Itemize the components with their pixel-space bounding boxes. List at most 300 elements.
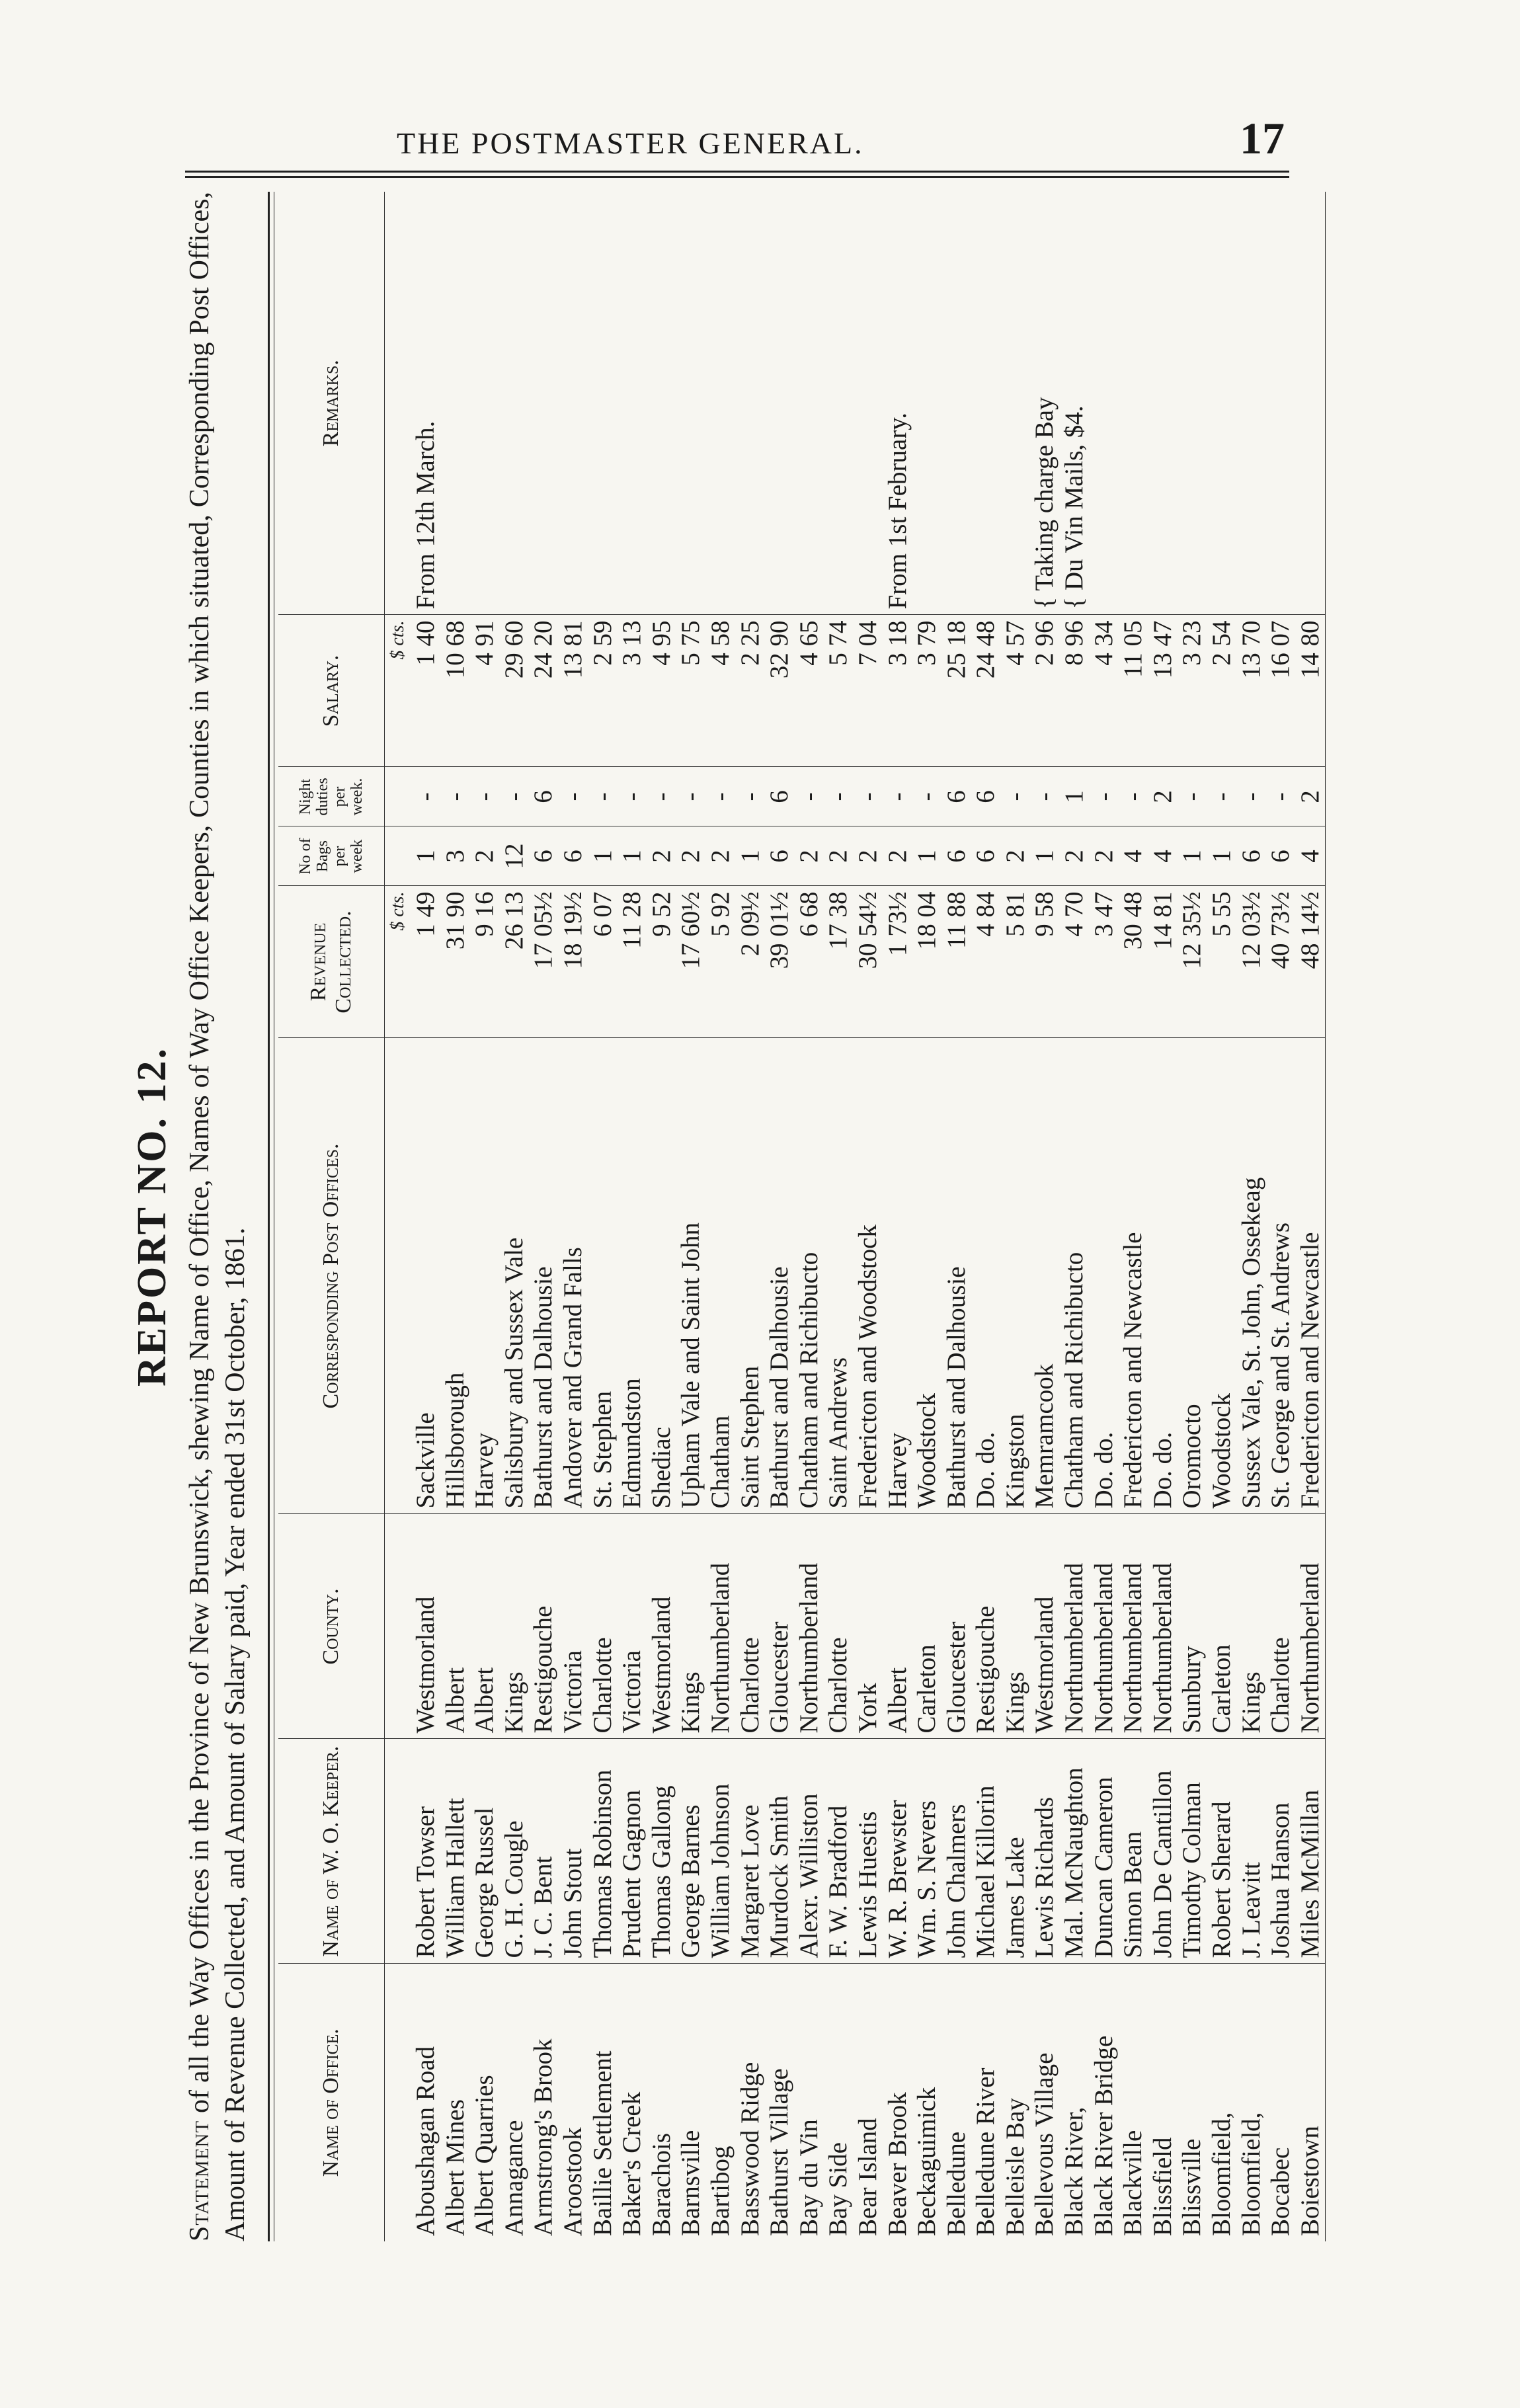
corresponding-office-cell: Oromocto (1178, 1038, 1207, 1514)
remarks-cell (559, 192, 588, 615)
salary-cell: 10 68 (441, 615, 471, 767)
night-duties-cell: - (1178, 767, 1207, 826)
corresponding-office-cell: Fredericton and Woodstock (854, 1038, 883, 1514)
keeper-name-cell: Simon Bean (1119, 1739, 1148, 1964)
remarks-cell (1148, 192, 1178, 615)
salary-cell: 8 96 (1060, 615, 1090, 767)
county-cell: Northumberland (706, 1514, 736, 1739)
corresponding-office-cell: Fredericton and Newcastle (1119, 1038, 1148, 1514)
office-name-cell: Bloomfield, (1207, 2112, 1236, 2236)
night-duties-cell: 2 (1148, 767, 1178, 826)
remarks-cell (1207, 192, 1237, 615)
keeper-name-cell: James Lake (1001, 1739, 1031, 1964)
bags-per-week-cell: 2 (1001, 826, 1031, 886)
units-empty (385, 1964, 412, 2241)
office-name-cell: Belledune (941, 2131, 971, 2236)
revenue-cell: 3 47 (1090, 886, 1119, 1038)
keeper-name-cell: Wm. S. Nevers (912, 1739, 942, 1964)
revenue-cell: 11 28 (618, 886, 647, 1038)
keeper-name-cell: John Chalmers (942, 1739, 972, 1964)
corresponding-office-cell: Sackville (411, 1038, 441, 1514)
header-bags: No of Bags per week (278, 826, 385, 886)
office-name-cell: Bear Island (853, 2118, 882, 2236)
remarks-cell (795, 192, 824, 615)
corresponding-office-cell: Memramcook (1030, 1038, 1060, 1514)
bags-per-week-cell: 1 (1178, 826, 1207, 886)
office-name-cell: Albert Quarries (470, 2075, 499, 2236)
table-row (1266, 192, 1296, 2241)
revenue-cell: 39 01½ (765, 886, 795, 1038)
keeper-name-cell: John Stout (559, 1739, 588, 1964)
table-row (676, 192, 706, 2241)
bags-per-week-cell: 2 (795, 826, 824, 886)
salary-cell: 3 13 (618, 615, 647, 767)
bags-per-week-cell: 1 (618, 826, 647, 886)
corresponding-office-cell: Fredericton and Newcastle (1296, 1038, 1326, 1514)
night-duties-cell: 2 (1296, 767, 1326, 826)
keeper-name-cell: Prudent Gagnon (618, 1739, 647, 1964)
revenue-cell: 12 35½ (1178, 886, 1207, 1038)
salary-cell: 3 18 (883, 615, 913, 767)
bags-per-week-cell: 2 (706, 826, 736, 886)
county-cell: Victoria (559, 1514, 588, 1739)
salary-cell: 5 75 (676, 615, 706, 767)
header-rule-bottom (185, 176, 1289, 178)
salary-cell: 4 65 (795, 615, 824, 767)
office-name-cell: Black River, (1060, 2107, 1089, 2236)
table-row (883, 192, 913, 2241)
county-cell: Restigouche (971, 1514, 1001, 1739)
keeper-name-cell: Thomas Gallong (647, 1739, 677, 1964)
keeper-name-cell: Thomas Robinson (588, 1739, 618, 1964)
revenue-cell: 4 84 (971, 886, 1001, 1038)
remarks-cell (588, 192, 618, 615)
office-name-cell: Baker's Creek (618, 2091, 647, 2236)
corresponding-office-cell: Saint Andrews (824, 1038, 854, 1514)
revenue-cell: 48 14½ (1296, 886, 1326, 1038)
corresponding-office-cell: Salisbury and Sussex Vale (500, 1038, 530, 1514)
remarks-cell: { Du Vin Mails, $4. (1060, 192, 1090, 615)
bags-per-week-cell: 6 (971, 826, 1001, 886)
salary-cell: 32 90 (765, 615, 795, 767)
remarks-cell (1119, 192, 1148, 615)
revenue-cell: 30 54½ (854, 886, 883, 1038)
night-duties-cell: - (883, 767, 913, 826)
table-row (618, 192, 647, 2241)
table-row (942, 192, 972, 2241)
corresponding-office-cell: Upham Vale and Saint John (676, 1038, 706, 1514)
bags-per-week-cell: 6 (529, 826, 559, 886)
office-name-cell: Bay du Vin (794, 2119, 823, 2236)
remarks-cell (824, 192, 854, 615)
night-duties-cell: 6 (765, 767, 795, 826)
night-duties-cell: - (470, 767, 500, 826)
revenue-cell: 17 60½ (676, 886, 706, 1038)
night-duties-cell: - (1119, 767, 1148, 826)
bags-per-week-cell: 2 (676, 826, 706, 886)
night-duties-cell: - (1266, 767, 1296, 826)
corresponding-office-cell: Andover and Grand Falls (559, 1038, 588, 1514)
remarks-cell (971, 192, 1001, 615)
remarks-cell (854, 192, 883, 615)
county-cell: Victoria (618, 1514, 647, 1739)
remarks-cell (1266, 192, 1296, 615)
office-name-cell: Baillie Settlement (588, 2050, 617, 2236)
bags-per-week-cell: 1 (736, 826, 766, 886)
header-keeper: Name of W. O. Keeper. (278, 1739, 385, 1964)
revenue-cell: 17 38 (824, 886, 854, 1038)
night-duties-cell: - (736, 767, 766, 826)
office-name-cell: Aboushagan Road (411, 2046, 440, 2236)
night-duties-cell: 6 (529, 767, 559, 826)
revenue-cell: 11 88 (942, 886, 972, 1038)
county-cell: Northumberland (795, 1514, 824, 1739)
office-name-cell: Aroostook (558, 2127, 587, 2236)
header-salary: Salary. (278, 615, 385, 767)
corresponding-office-cell: Bathurst and Dalhousie (765, 1038, 795, 1514)
statement-body: of all the Way Offices in the Province of New Brunswick, shewing Name of Office, Names of Way Office Keepers, Counties in which situated, Corresponding Post Offices, Amount of Revenue Collected, and Amount of Salary paid, Year ended 31st October, 1861. (184, 191, 251, 2241)
county-cell: Charlotte (1266, 1514, 1296, 1739)
revenue-cell: 6 68 (795, 886, 824, 1038)
bags-per-week-cell: 6 (559, 826, 588, 886)
remarks-cell (706, 192, 736, 615)
salary-cell: 16 07 (1266, 615, 1296, 767)
header-night: Night duties per week. (278, 767, 385, 826)
salary-cell: 7 04 (854, 615, 883, 767)
county-cell: Gloucester (942, 1514, 972, 1739)
night-duties-cell: 6 (942, 767, 972, 826)
salary-cell: 29 60 (500, 615, 530, 767)
remarks-cell (1178, 192, 1207, 615)
bags-per-week-cell: 1 (912, 826, 942, 886)
office-name-cell: Belledune River (971, 2067, 1000, 2236)
keeper-name-cell: Mal. McNaughton (1060, 1739, 1090, 1964)
county-cell: Sunbury (1178, 1514, 1207, 1739)
table-row (559, 192, 588, 2241)
keeper-name-cell: Margaret Love (736, 1739, 766, 1964)
county-cell: Northumberland (1090, 1514, 1119, 1739)
office-name-cell: Annagance (499, 2120, 528, 2236)
keeper-name-cell: Alexr. Williston (795, 1739, 824, 1964)
salary-cell: 4 34 (1090, 615, 1119, 767)
county-cell: Westmorland (647, 1514, 677, 1739)
remarks-cell (942, 192, 972, 615)
table-row (500, 192, 530, 2241)
corresponding-office-cell: Do. do. (1090, 1038, 1119, 1514)
corresponding-office-cell: Sussex Vale, St. John, Ossekeag (1237, 1038, 1267, 1514)
keeper-name-cell: F. W. Bradford (824, 1739, 854, 1964)
units-empty (385, 1739, 412, 1964)
office-name-cell: Bellevous Village (1030, 2052, 1059, 2236)
keeper-name-cell: Miles McMillan (1296, 1739, 1326, 1964)
night-duties-cell: 1 (1060, 767, 1090, 826)
revenue-cell: 1 73½ (883, 886, 913, 1038)
revenue-cell: 6 07 (588, 886, 618, 1038)
county-cell: Albert (883, 1514, 913, 1739)
night-duties-cell: - (676, 767, 706, 826)
remarks-cell (441, 192, 471, 615)
bags-per-week-cell: 2 (883, 826, 913, 886)
table-row (1296, 192, 1326, 2241)
table-row (1148, 192, 1178, 2241)
revenue-cell: 30 48 (1119, 886, 1148, 1038)
county-cell: Albert (470, 1514, 500, 1739)
table-row (1178, 192, 1207, 2241)
office-name-cell: Blissfield (1148, 2137, 1177, 2236)
remarks-cell: From 12th March. (411, 192, 441, 615)
keeper-name-cell: William Hallett (441, 1739, 471, 1964)
office-name-cell: Beaver Brook (883, 2092, 912, 2236)
keeper-name-cell: Michael Killorin (971, 1739, 1001, 1964)
table-row (1237, 192, 1267, 2241)
bags-per-week-cell: 2 (647, 826, 677, 886)
keeper-name-cell: Timothy Colman (1178, 1739, 1207, 1964)
salary-cell: 13 81 (559, 615, 588, 767)
salary-cell: 4 91 (470, 615, 500, 767)
revenue-cell: 14 81 (1148, 886, 1178, 1038)
keeper-name-cell: Lewis Richards (1030, 1739, 1060, 1964)
county-cell: Charlotte (736, 1514, 766, 1739)
remarks-cell (736, 192, 766, 615)
revenue-cell: 5 55 (1207, 886, 1237, 1038)
corresponding-office-cell: Bathurst and Dalhousie (529, 1038, 559, 1514)
revenue-cell: 1 49 (411, 886, 441, 1038)
night-duties-cell: 6 (971, 767, 1001, 826)
salary-cell: 3 23 (1178, 615, 1207, 767)
table-row (1030, 192, 1060, 2241)
office-name-cell: Black River Bridge (1089, 2035, 1118, 2236)
keeper-name-cell: G. H. Cougle (500, 1739, 530, 1964)
table-row (706, 192, 736, 2241)
units-row (385, 192, 412, 2241)
revenue-cell: 31 90 (441, 886, 471, 1038)
office-name-cell: Basswood Ridge (735, 2062, 764, 2236)
revenue-cell: 18 04 (912, 886, 942, 1038)
corresponding-office-cell: Kingston (1001, 1038, 1031, 1514)
table-row (1207, 192, 1237, 2241)
bags-per-week-cell: 6 (1237, 826, 1267, 886)
keeper-name-cell: Lewis Huestis (854, 1739, 883, 1964)
corresponding-office-cell: Woodstock (1207, 1038, 1237, 1514)
county-cell: Northumberland (1119, 1514, 1148, 1739)
corresponding-office-cell: Chatham and Richibucto (795, 1038, 824, 1514)
revenue-cell: 5 92 (706, 886, 736, 1038)
salary-cell: 2 59 (588, 615, 618, 767)
office-name-cell: Boiestown (1295, 2126, 1324, 2236)
keeper-name-cell: George Barnes (676, 1739, 706, 1964)
remarks-cell (676, 192, 706, 615)
remarks-cell (1001, 192, 1031, 615)
keeper-name-cell: John De Cantillon (1148, 1739, 1178, 1964)
bags-per-week-cell: 4 (1148, 826, 1178, 886)
header-office: Name of Office. (278, 1964, 385, 2241)
keeper-name-cell: W. R. Brewster (883, 1739, 913, 1964)
units-empty (385, 1038, 412, 1514)
bags-per-week-cell: 12 (500, 826, 530, 886)
remarks-cell (912, 192, 942, 615)
bags-per-week-cell: 2 (1090, 826, 1119, 886)
table-row (1060, 192, 1090, 2241)
revenue-cell: 5 81 (1001, 886, 1031, 1038)
night-duties-cell: - (912, 767, 942, 826)
revenue-cell: 26 13 (500, 886, 530, 1038)
table-row (854, 192, 883, 2241)
table-rule-top (268, 192, 270, 2241)
table-row (824, 192, 854, 2241)
remarks-cell (1296, 192, 1326, 615)
salary-cell: 14 80 (1296, 615, 1326, 767)
office-name-cell: Beckaguimick (912, 2087, 941, 2236)
header-remarks: Remarks. (278, 192, 385, 615)
county-cell: Albert (441, 1514, 471, 1739)
statement-text (182, 192, 253, 2241)
county-cell: Gloucester (765, 1514, 795, 1739)
county-cell: Northumberland (1060, 1514, 1090, 1739)
office-name-cell: Bathurst Village (765, 2068, 794, 2236)
corresponding-office-cell: Shediac (647, 1038, 677, 1514)
county-cell: Northumberland (1148, 1514, 1178, 1739)
header-revenue: Revenue Collected. (278, 886, 385, 1038)
revenue-units: $ cts. (385, 886, 412, 1038)
revenue-cell: 9 52 (647, 886, 677, 1038)
office-name-cell: Barachois (647, 2133, 676, 2236)
units-empty (385, 1514, 412, 1739)
bags-per-week-cell: 3 (441, 826, 471, 886)
night-duties-cell: - (588, 767, 618, 826)
corresponding-office-cell: Bathurst and Dalhousie (942, 1038, 972, 1514)
bags-per-week-cell: 2 (824, 826, 854, 886)
salary-cell: 3 79 (912, 615, 942, 767)
table-header-row (278, 192, 385, 2241)
corresponding-office-cell: St. Stephen (588, 1038, 618, 1514)
salary-cell: 4 58 (706, 615, 736, 767)
keeper-name-cell: J. Leavitt (1237, 1739, 1267, 1964)
remarks-cell (647, 192, 677, 615)
night-duties-cell: - (647, 767, 677, 826)
table-row (470, 192, 500, 2241)
county-cell: Charlotte (588, 1514, 618, 1739)
county-cell: Kings (500, 1514, 530, 1739)
units-empty (385, 192, 412, 615)
bags-per-week-cell: 1 (588, 826, 618, 886)
salary-cell: 4 95 (647, 615, 677, 767)
report-title: REPORT NO. 12. (130, 1046, 175, 1387)
corresponding-office-cell: Do. do. (1148, 1038, 1178, 1514)
way-offices-table (278, 192, 1325, 2241)
units-empty (385, 826, 412, 886)
units-empty (385, 767, 412, 826)
office-name-cell: Armstrong's Brook (529, 2038, 558, 2236)
night-duties-cell: - (1237, 767, 1267, 826)
night-duties-cell: - (500, 767, 530, 826)
bags-per-week-cell: 6 (765, 826, 795, 886)
remarks-cell (1090, 192, 1119, 615)
corresponding-office-cell: Hillsborough (441, 1038, 471, 1514)
bags-per-week-cell: 6 (942, 826, 972, 886)
county-cell: Restigouche (529, 1514, 559, 1739)
corresponding-office-cell: St. George and St. Andrews (1266, 1038, 1296, 1514)
corresponding-office-cell: Chatham (706, 1038, 736, 1514)
keeper-name-cell: Robert Towser (411, 1739, 441, 1964)
night-duties-cell: - (1030, 767, 1060, 826)
table-row (912, 192, 942, 2241)
office-name-cell: Albert Mines (440, 2099, 469, 2236)
corresponding-office-cell: Saint Stephen (736, 1038, 766, 1514)
night-duties-cell: - (559, 767, 588, 826)
header-county: County. (278, 1514, 385, 1739)
rotated-report (106, 191, 1324, 2241)
table-row (765, 192, 795, 2241)
corresponding-office-cell: Harvey (470, 1038, 500, 1514)
salary-cell: 11 05 (1119, 615, 1148, 767)
revenue-cell: 4 70 (1060, 886, 1090, 1038)
table-row (441, 192, 471, 2241)
salary-cell: 2 54 (1207, 615, 1237, 767)
salary-cell: 13 47 (1148, 615, 1178, 767)
night-duties-cell: - (854, 767, 883, 826)
county-cell: Kings (676, 1514, 706, 1739)
night-duties-cell: - (411, 767, 441, 826)
keeper-name-cell: William Johnson (706, 1739, 736, 1964)
bags-per-week-cell: 2 (1060, 826, 1090, 886)
way-offices-table-wrap (268, 192, 1326, 2241)
county-cell: Kings (1001, 1514, 1031, 1739)
running-title: THE POSTMASTER GENERAL. (397, 126, 864, 160)
bags-per-week-cell: 6 (1266, 826, 1296, 886)
county-cell: Carleton (1207, 1514, 1237, 1739)
office-name-cell: Bartibog (705, 2146, 735, 2236)
remarks-cell: From 1st February. (883, 192, 913, 615)
county-cell: Westmorland (411, 1514, 441, 1739)
corresponding-office-cell: Chatham and Richibucto (1060, 1038, 1090, 1514)
page-number: 17 (1240, 113, 1285, 163)
table-row (1090, 192, 1119, 2241)
table-row (795, 192, 824, 2241)
county-cell: York (854, 1514, 883, 1739)
night-duties-cell: - (1001, 767, 1031, 826)
night-duties-cell: - (441, 767, 471, 826)
remarks-cell (618, 192, 647, 615)
revenue-cell: 2 09½ (736, 886, 766, 1038)
remarks-cell (1237, 192, 1267, 615)
corresponding-office-cell: Harvey (883, 1038, 913, 1514)
night-duties-cell: - (824, 767, 854, 826)
revenue-cell: 18 19½ (559, 886, 588, 1038)
salary-cell: 5 74 (824, 615, 854, 767)
revenue-cell: 12 03½ (1237, 886, 1267, 1038)
keeper-name-cell: George Russel (470, 1739, 500, 1964)
county-cell: Westmorland (1030, 1514, 1060, 1739)
salary-cell: 13 70 (1237, 615, 1267, 767)
revenue-cell: 9 58 (1030, 886, 1060, 1038)
night-duties-cell: - (618, 767, 647, 826)
revenue-cell: 17 05½ (529, 886, 559, 1038)
remarks-cell (529, 192, 559, 615)
table-row (647, 192, 677, 2241)
county-cell: Carleton (912, 1514, 942, 1739)
night-duties-cell: - (706, 767, 736, 826)
office-name-cell: Barnsville (676, 2130, 705, 2236)
keeper-name-cell: Joshua Hanson (1266, 1739, 1296, 1964)
salary-cell: 2 96 (1030, 615, 1060, 767)
bags-per-week-cell: 4 (1119, 826, 1148, 886)
bags-per-week-cell: 1 (1030, 826, 1060, 886)
bags-per-week-cell: 2 (470, 826, 500, 886)
revenue-cell: 40 73½ (1266, 886, 1296, 1038)
header-corresponding: Corresponding Post Offices. (278, 1038, 385, 1514)
night-duties-cell: - (795, 767, 824, 826)
office-name-cell: Blackville (1119, 2130, 1148, 2236)
